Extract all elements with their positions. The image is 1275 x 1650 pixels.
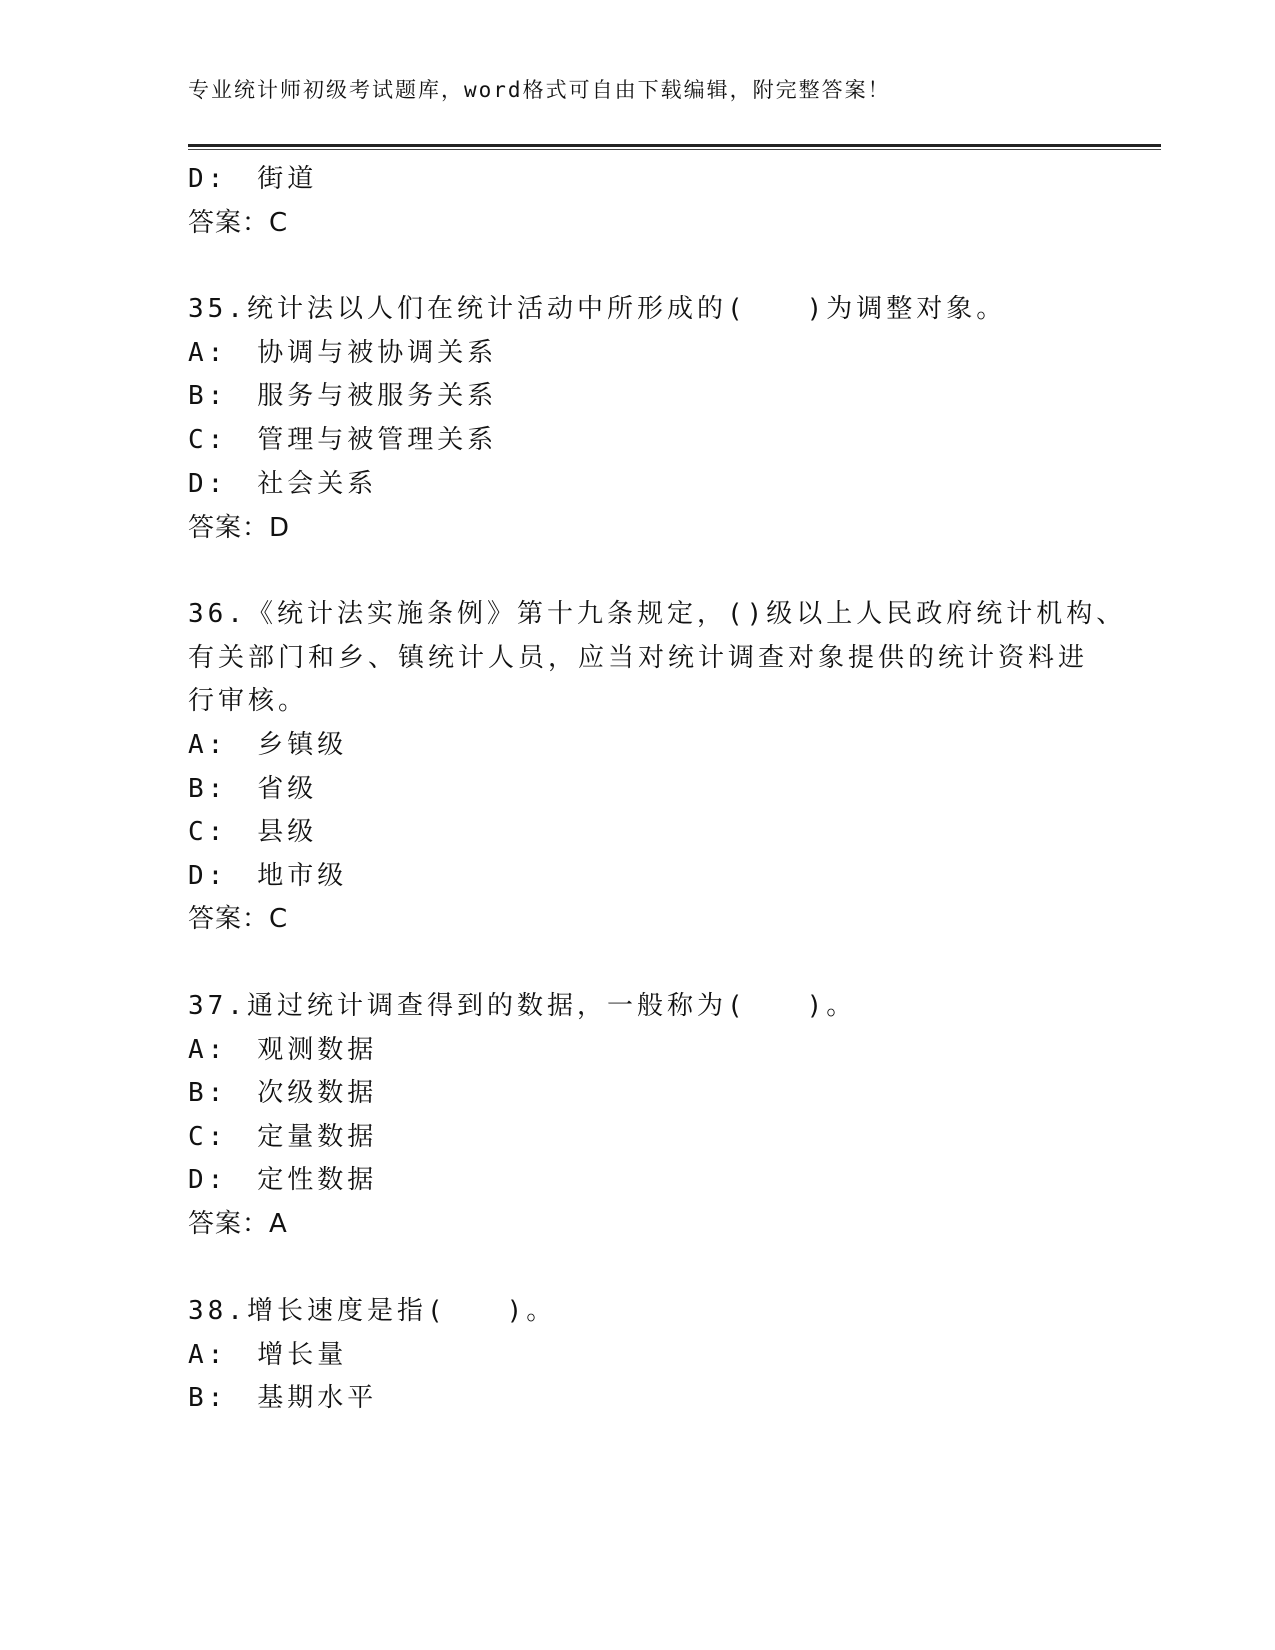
q36-answer: 答案：C bbox=[188, 904, 289, 934]
q35-answer: 答案：D bbox=[188, 513, 291, 543]
q37-stem: 37.通过统计调查得到的数据，一般称为( )。 bbox=[188, 991, 857, 1021]
prev-answer: 答案：C bbox=[188, 208, 289, 238]
q35-option-b: B: 服务与被服务关系 bbox=[188, 381, 498, 411]
header-rule-thin bbox=[188, 149, 1161, 150]
q37-option-c: C: 定量数据 bbox=[188, 1122, 378, 1152]
q37-answer: 答案：A bbox=[188, 1209, 288, 1239]
q36-stem-line-1: 36.《统计法实施条例》第十九条规定，()级以上人民政府统计机构、 bbox=[188, 599, 1127, 629]
prev-option-d: D: 街道 bbox=[188, 164, 318, 194]
q38-option-a: A: 增长量 bbox=[188, 1340, 348, 1370]
page-header: 专业统计师初级考试题库，word格式可自由下载编辑，附完整答案！ bbox=[188, 78, 891, 102]
q36-option-a: A: 乡镇级 bbox=[188, 730, 348, 760]
q35-stem: 35.统计法以人们在统计活动中所形成的( )为调整对象。 bbox=[188, 294, 1007, 324]
header-rule-thick bbox=[188, 144, 1161, 147]
q36-stem-line-3: 行审核。 bbox=[188, 686, 309, 716]
q36-option-d: D: 地市级 bbox=[188, 861, 348, 891]
q35-option-c: C: 管理与被管理关系 bbox=[188, 425, 498, 455]
q35-option-d: D: 社会关系 bbox=[188, 469, 378, 499]
q36-option-c: C: 县级 bbox=[188, 817, 318, 847]
q35-option-a: A: 协调与被协调关系 bbox=[188, 338, 498, 368]
q36-option-b: B: 省级 bbox=[188, 774, 318, 804]
q37-option-d: D: 定性数据 bbox=[188, 1165, 378, 1195]
q38-stem: 38.增长速度是指( )。 bbox=[188, 1296, 557, 1326]
q37-option-a: A: 观测数据 bbox=[188, 1035, 378, 1065]
q36-stem-line-2: 有关部门和乡、镇统计人员，应当对统计调查对象提供的统计资料进 bbox=[188, 643, 1089, 673]
q38-option-b: B: 基期水平 bbox=[188, 1383, 378, 1413]
q37-option-b: B: 次级数据 bbox=[188, 1078, 378, 1108]
